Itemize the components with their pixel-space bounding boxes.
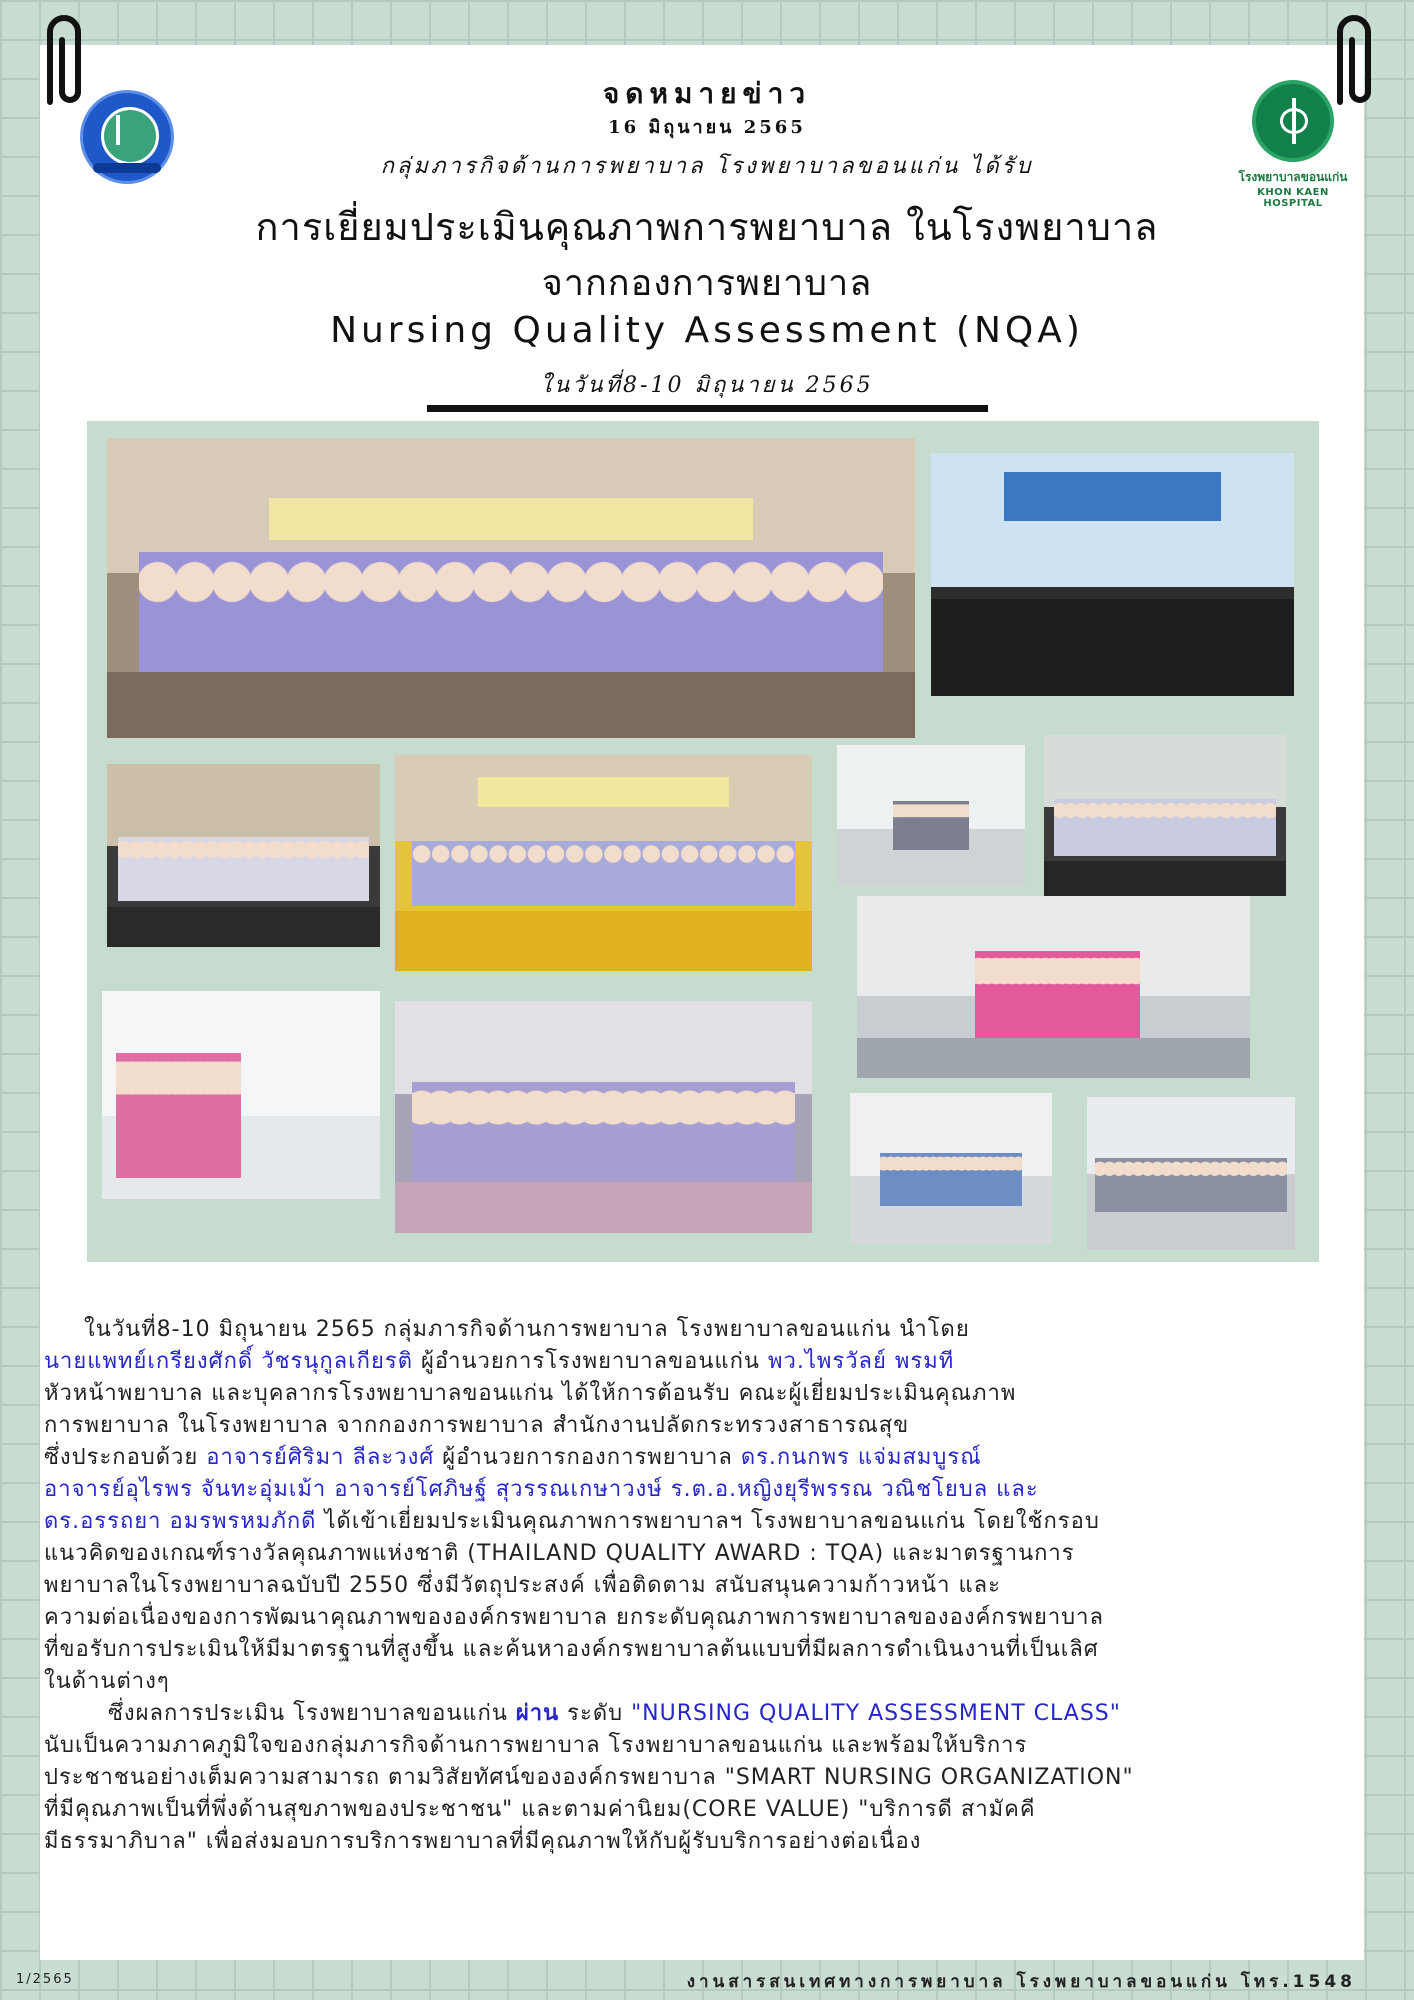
- photo-gallery: [87, 421, 1319, 1262]
- newsletter-date: 16 มิถุนายน 2565: [608, 117, 806, 138]
- event-days: ในวันที่8-10 มิถุนายน 2565: [540, 373, 874, 398]
- group-photo: [395, 755, 812, 971]
- paragraph-line: ที่มีคุณภาพเป็นที่พึ่งด้านสุขภาพของประชาชน" และตามค่านิยม(CORE VALUE) "บริการดี สามัคคี: [44, 1797, 1036, 1822]
- title-divider: [427, 405, 988, 412]
- ward-photo: [395, 1001, 812, 1233]
- group-photo: [107, 438, 915, 738]
- footer-org: งานสารสนเทศทางการพยาบาล โรงพยาบาลขอนแก่น โทร.1548: [686, 1972, 1356, 1992]
- headline-english: Nursing Quality Assessment (NQA): [330, 310, 1084, 351]
- paragraph-line: ประชาชนอย่างเต็มความสามารถ ตามวิสัยทัศน์ขององค์กรพยาบาล "SMART NURSING ORGANIZATION": [44, 1765, 1134, 1790]
- paragraph-line: ในด้านต่างๆ: [44, 1669, 170, 1694]
- head-nurse-name: พว.ไพรวัลย์ พรมที: [767, 1349, 955, 1374]
- meeting-photo: [1044, 735, 1286, 896]
- assessor-names-line: อาจารย์อุไรพร จันทะอุ่มเม้า อาจารย์โศภิษฐ์ สุวรรณเกษาวงษ์ ร.ต.อ.หญิงยุรีพรรณ วณิชโยบล และ: [44, 1477, 1039, 1502]
- assessor-name: ดร.อรรถยา อมรพรหมภักดี: [44, 1509, 317, 1534]
- newsletter-subtitle: กลุ่มภารกิจด้านการพยาบาล โรงพยาบาลขอนแก่น ได้รับ: [380, 154, 1034, 179]
- assessment-class: "NURSING QUALITY ASSESSMENT CLASS": [631, 1701, 1121, 1726]
- newsletter-title: จดหมายข่าว: [602, 77, 812, 110]
- paragraph-line: ในวันที่8-10 มิถุนายน 2565 กลุ่มภารกิจด้านการพยาบาล โรงพยาบาลขอนแก่น นำโดย: [83, 1317, 970, 1342]
- hallway-photo: [1087, 1097, 1295, 1250]
- paragraph-line: การพยาบาล ในโรงพยาบาล จากกองการพยาบาล สำนักงานปลัดกระทรวงสาธารณสุข: [44, 1413, 910, 1438]
- ward-inspection-photo: [857, 896, 1250, 1078]
- paragraph-line: แนวคิดของเกณฑ์รางวัลคุณภาพแห่งชาติ (THAILAND QUALITY AWARD : TQA) และมาตรฐานการ: [44, 1541, 1075, 1566]
- meeting-photo: [931, 453, 1294, 696]
- hallway-photo: [850, 1093, 1052, 1244]
- hospital-name-en: KHON KAEN HOSPITAL: [1257, 187, 1329, 209]
- result-pass: ผ่าน: [515, 1701, 560, 1726]
- headline-line1: การเยี่ยมประเมินคุณภาพการพยาบาล ในโรงพยาบาล: [255, 205, 1159, 249]
- paragraph-line: ที่ขอรับการประเมินให้มีมาตรฐานที่สูงขึ้น และค้นหาองค์กรพยาบาลต้นแบบที่มีผลการดำเนินงานที่เป็นเลิศ: [44, 1637, 1099, 1662]
- paragraph-line: ซึ่งประกอบด้วย อาจารย์ศิริมา ลีละวงศ์ ผู้อำนวยการกองการพยาบาล ดร.กนกพร แจ่มสมบูรณ์: [44, 1445, 982, 1470]
- hospital-name-th: โรงพยาบาลขอนแก่น: [1238, 170, 1348, 184]
- paragraph-line: นายแพทย์เกรียงศักดิ์ วัชรนุกูลเกียรติ ผู้อำนวยการโรงพยาบาลขอนแก่น พว.ไพรวัลย์ พรมที: [44, 1349, 955, 1374]
- paragraph-line: หัวหน้าพยาบาล และบุคลากรโรงพยาบาลขอนแก่น ได้ให้การต้อนรับ คณะผู้เยี่ยมประเมินคุณภาพ: [44, 1381, 1017, 1406]
- paragraph-line: ซึ่งผลการประเมิน โรงพยาบาลขอนแก่น ผ่าน ระดับ "NURSING QUALITY ASSESSMENT CLASS": [107, 1701, 1121, 1726]
- paragraph-line: ความต่อเนื่องของการพัฒนาคุณภาพขององค์กรพยาบาล ยกระดับคุณภาพการพยาบาลขององค์กรพยาบาล: [44, 1605, 1104, 1630]
- assessor-name: ดร.กนกพร แจ่มสมบูรณ์: [740, 1445, 982, 1470]
- corridor-photo: [837, 745, 1025, 885]
- board-photo: [102, 991, 380, 1199]
- page-number: 1/2565: [16, 1972, 74, 1987]
- paragraph-line: ดร.อรรถยา อมรพรหมภักดี ได้เข้าเยี่ยมประเมินคุณภาพการพยาบาลฯ โรงพยาบาลขอนแก่น โดยใช้กรอบ: [44, 1509, 1100, 1534]
- paragraph-line: พยาบาลในโรงพยาบาลฉบับปี 2550 ซึ่งมีวัตถุประสงค์ เพื่อติดตาม สนับสนุนความก้าวหน้า และ: [44, 1573, 1001, 1598]
- article-body: [44, 1314, 1374, 1858]
- headline-line2: จากกองการพยาบาล: [541, 263, 873, 304]
- paragraph-line: มีธรรมาภิบาล" เพื่อส่งมอบการบริการพยาบาลที่มีคุณภาพให้กับผู้รับบริการอย่างต่อเนื่อง: [44, 1829, 922, 1854]
- paragraph-line: นับเป็นความภาคภูมิใจของกลุ่มภารกิจด้านการพยาบาล โรงพยาบาลขอนแก่น และพร้อมให้บริการ: [44, 1733, 1028, 1758]
- assessor-name: อาจารย์ศิริมา ลีละวงศ์: [206, 1445, 435, 1470]
- director-name: นายแพทย์เกรียงศักดิ์ วัชรนุกูลเกียรติ: [44, 1349, 413, 1374]
- meeting-photo: [107, 764, 380, 947]
